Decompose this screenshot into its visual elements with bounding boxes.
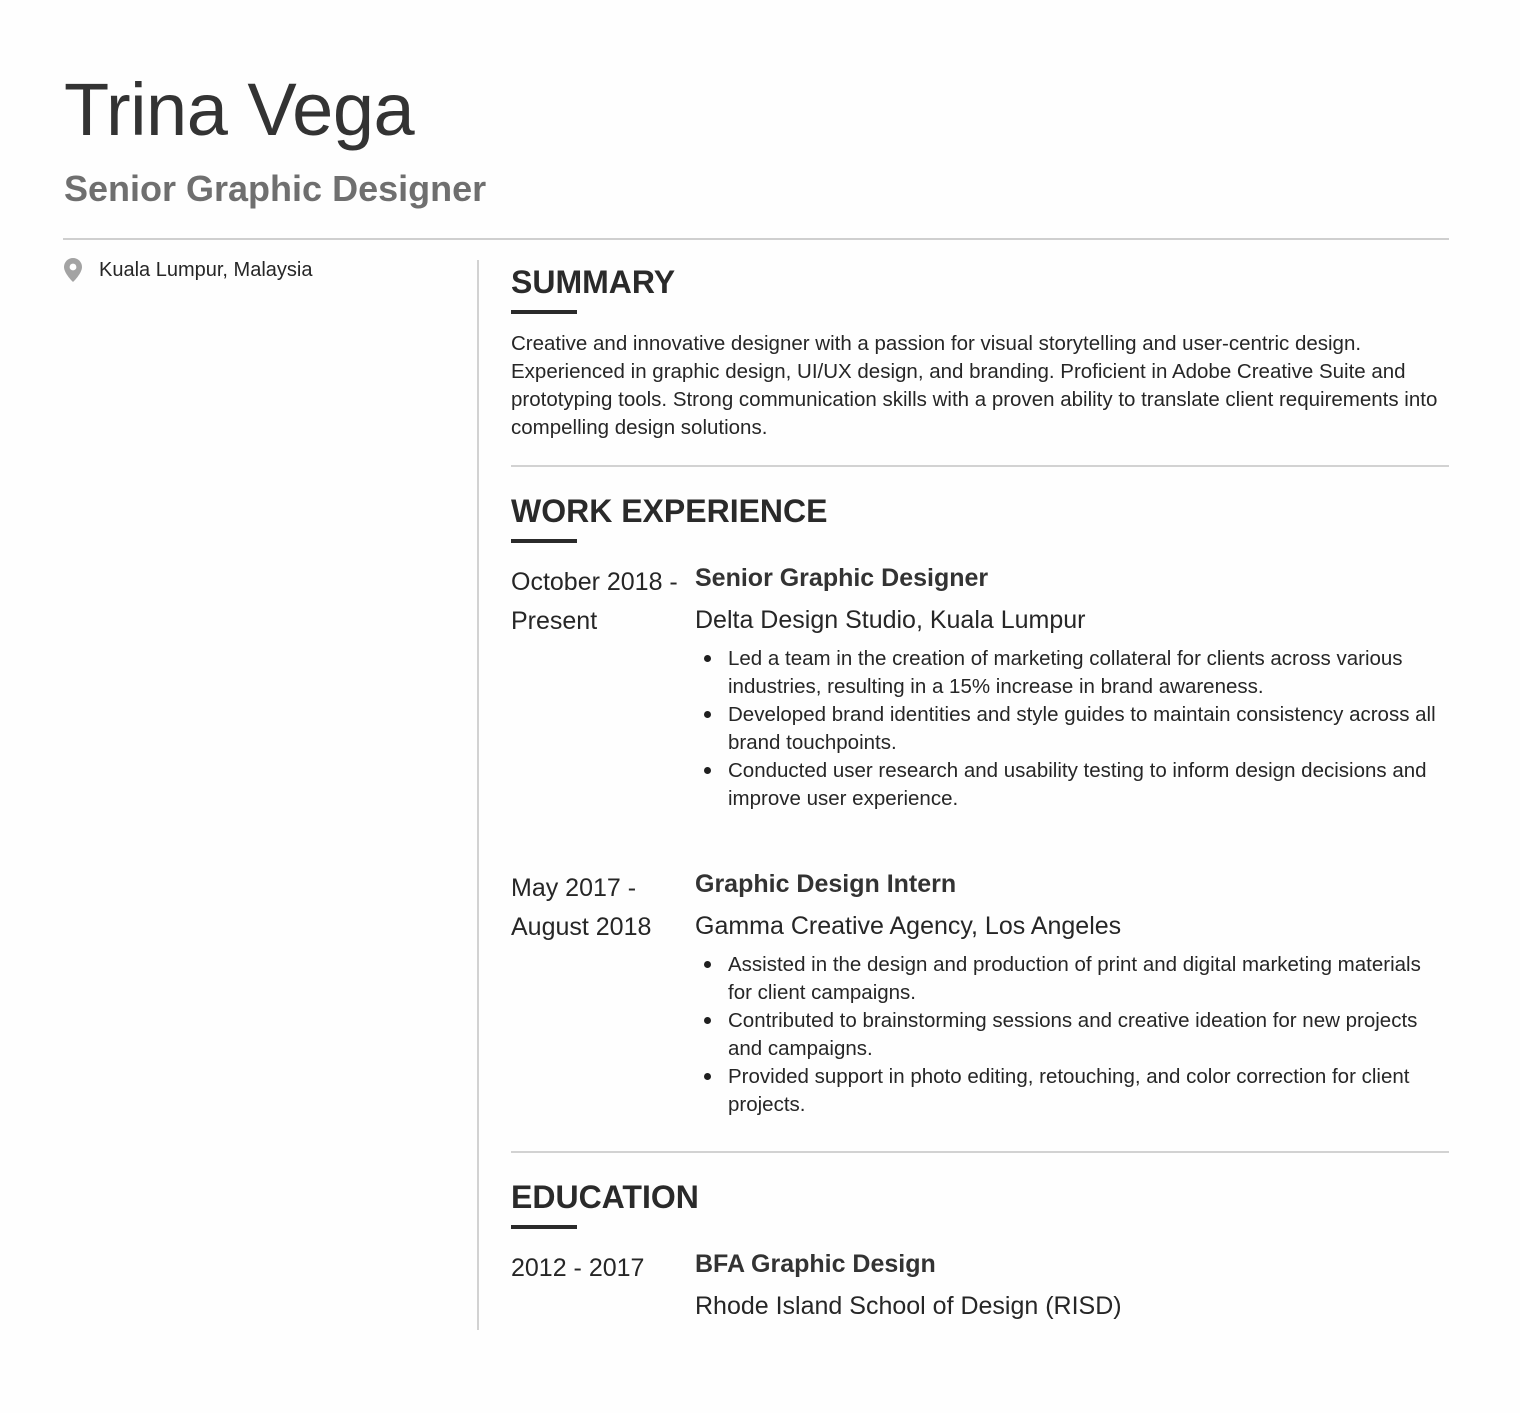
education-entry-school: Rhode Island School of Design (RISD) bbox=[695, 1292, 1122, 1320]
bullet-item bbox=[695, 645, 1449, 701]
section-divider bbox=[511, 465, 1449, 467]
summary-heading-underline bbox=[511, 310, 577, 314]
bullet-text: Conducted user research and usability testing to inform design decisions and improve user experience. bbox=[728, 759, 1427, 810]
work-experience-heading-underline bbox=[511, 539, 577, 543]
bullet-text: Provided support in photo editing, retouching, and color correction for client projects. bbox=[728, 1065, 1410, 1116]
education-heading: EDUCATION bbox=[511, 1179, 699, 1215]
candidate-name: Trina Vega bbox=[64, 68, 415, 151]
location-text: Kuala Lumpur, Malaysia bbox=[99, 259, 313, 281]
bullet-text: Assisted in the design and production of print and digital marketing materials for client campaigns. bbox=[728, 953, 1421, 1004]
bullet-dot bbox=[704, 655, 711, 662]
column-divider bbox=[477, 260, 479, 1330]
bullet-dot bbox=[704, 961, 711, 968]
bullet-item bbox=[695, 757, 1449, 813]
summary-heading: SUMMARY bbox=[511, 264, 676, 300]
work-entry bbox=[511, 563, 1449, 813]
bullet-text: Contributed to brainstorming sessions and creative ideation for new projects and campaigns. bbox=[728, 1009, 1418, 1060]
education-entry-degree: BFA Graphic Design bbox=[695, 1250, 936, 1278]
education-entry bbox=[511, 1249, 1449, 1321]
map-pin-icon bbox=[64, 258, 82, 282]
education-heading-underline bbox=[511, 1225, 577, 1229]
work-entry-organization: Gamma Creative Agency, Los Angeles bbox=[695, 912, 1122, 940]
work-entry-organization: Delta Design Studio, Kuala Lumpur bbox=[695, 606, 1086, 634]
bullet-item bbox=[695, 1007, 1449, 1063]
bullet-text: Developed brand identities and style guides to maintain consistency across all brand touchpoints. bbox=[728, 703, 1436, 754]
work-entry-role: Graphic Design Intern bbox=[695, 870, 957, 898]
bullet-dot bbox=[704, 711, 711, 718]
location bbox=[64, 256, 312, 284]
education-section bbox=[511, 1177, 1449, 1321]
bullet-item bbox=[695, 701, 1449, 757]
summary-text: Creative and innovative designer with a passion for visual storytelling and user-centric design. Experienced in graphic design, UI/UX design, and branding. Proficient in Adobe Creative Suite and prototyping tools. Strong communication skills with a proven ability to translate client requirements into compelling design solutions. bbox=[511, 332, 1438, 439]
summary-section bbox=[511, 262, 1449, 442]
header-divider bbox=[63, 238, 1449, 240]
bullet-dot bbox=[704, 767, 711, 774]
bullet-text: Led a team in the creation of marketing collateral for clients across various industries, resulting in a 15% increase in brand awareness. bbox=[728, 647, 1403, 698]
work-entry-date: May 2017 - August 2018 bbox=[511, 874, 652, 941]
work-experience-section bbox=[511, 491, 1449, 1119]
work-entry-body bbox=[695, 563, 1449, 813]
main-column bbox=[511, 262, 1449, 1321]
work-entry-role: Senior Graphic Designer bbox=[695, 564, 989, 592]
education-entry-date: 2012 - 2017 bbox=[511, 1254, 645, 1282]
bullet-dot bbox=[704, 1073, 711, 1080]
work-entry-body bbox=[695, 869, 1449, 1119]
bullet-item bbox=[695, 951, 1449, 1007]
section-divider bbox=[511, 1151, 1449, 1153]
bullet-dot bbox=[704, 1017, 711, 1024]
work-entry-bullets bbox=[695, 645, 1449, 813]
education-entry-body bbox=[695, 1249, 1449, 1321]
work-experience-heading: WORK EXPERIENCE bbox=[511, 493, 828, 529]
bullet-item bbox=[695, 1063, 1449, 1119]
work-entry bbox=[511, 869, 1449, 1119]
work-entry-bullets bbox=[695, 951, 1449, 1119]
candidate-title: Senior Graphic Designer bbox=[64, 168, 487, 209]
work-entry-date: October 2018 - Present bbox=[511, 568, 678, 635]
